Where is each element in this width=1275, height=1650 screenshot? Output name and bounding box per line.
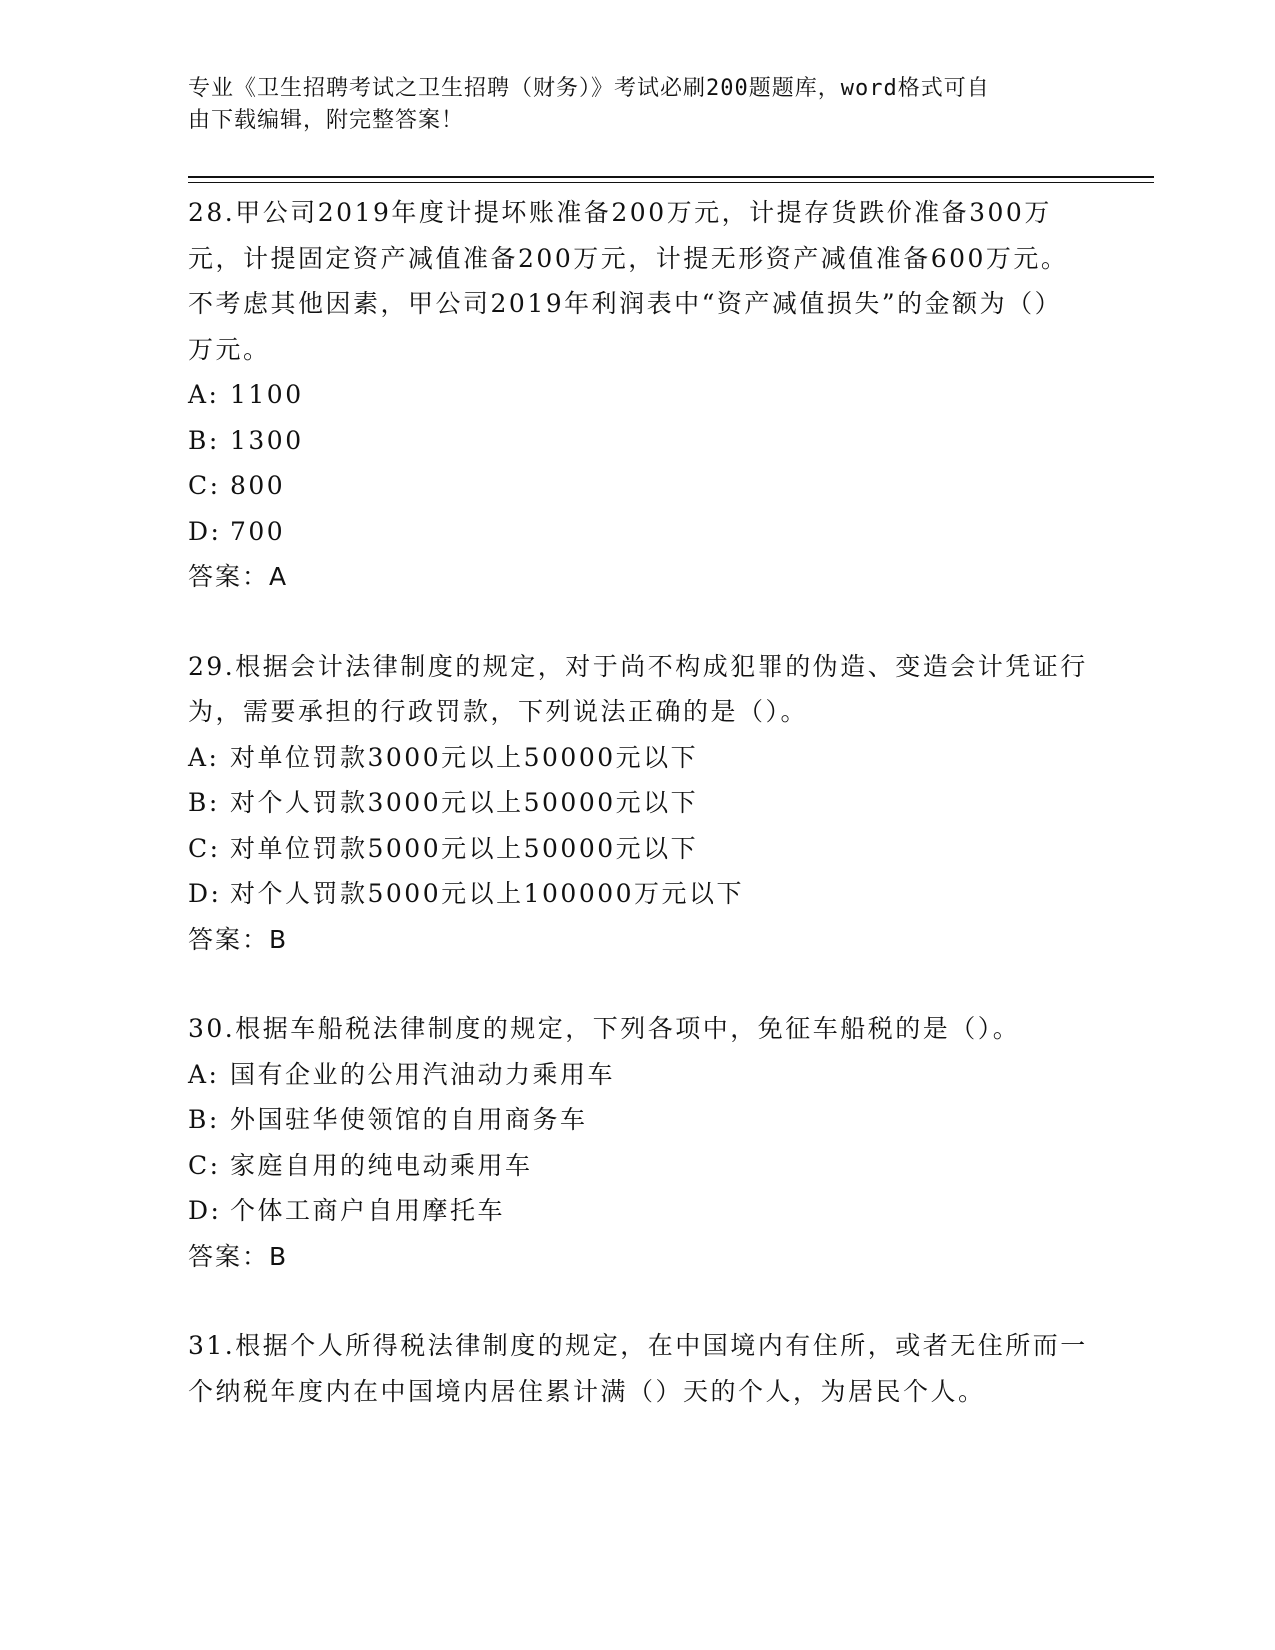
header-line-1: 专业《卫生招聘考试之卫生招聘（财务）》考试必刷200题题库，word格式可自	[188, 76, 990, 101]
option-text: 外国驻华使领馆的自用商务车	[230, 1105, 588, 1134]
option-a	[188, 372, 1088, 418]
option-key: B:	[188, 788, 220, 817]
header-divider-thin	[188, 182, 1154, 183]
option-text: 对个人罚款5000元以上100000万元以下	[230, 879, 745, 908]
option-text: 国有企业的公用汽油动力乘用车	[230, 1059, 616, 1089]
option-text: 家庭自用的纯电动乘用车	[230, 1150, 533, 1180]
option-text: 1100	[230, 380, 304, 409]
option-key: D:	[188, 1196, 222, 1225]
question-30	[188, 1006, 1088, 1279]
option-key: B:	[188, 1105, 220, 1134]
option-key: B:	[188, 425, 220, 455]
option-text: 个体工商户自用摩托车	[230, 1196, 506, 1225]
question-31	[188, 1323, 1088, 1414]
question-text: 30.根据车船税法律制度的规定，下列各项中，免征车船税的是（）。	[188, 1014, 1021, 1043]
question-29	[188, 644, 1088, 963]
question-spacer	[188, 962, 1088, 1006]
option-key: C:	[188, 1150, 221, 1180]
question-spacer	[188, 1279, 1088, 1323]
option-text: 700	[230, 516, 286, 546]
answer-label: 答案：B	[188, 924, 289, 954]
header-divider-thick	[188, 176, 1154, 178]
option-b	[188, 780, 1088, 826]
question-list	[188, 190, 1088, 1414]
option-key: A:	[188, 742, 220, 772]
option-c	[188, 463, 1088, 509]
option-d	[188, 871, 1088, 917]
answer-label: 答案：A	[188, 562, 289, 591]
option-d	[188, 1188, 1088, 1234]
option-text: 对个人罚款3000元以上50000元以下	[230, 788, 699, 817]
option-key: C:	[188, 471, 221, 500]
answer-label: 答案：B	[188, 1241, 289, 1271]
question-text: 29.根据会计法律制度的规定，对于尚不构成犯罪的伪造、变造会计凭证行为，需要承担的行政罚款，下列说法正确的是（）。	[188, 651, 1088, 726]
option-a	[188, 1052, 1088, 1098]
option-key: D:	[188, 516, 222, 546]
option-text: 800	[230, 471, 286, 500]
question-text: 31.根据个人所得税法律制度的规定，在中国境内有住所，或者无住所而一个纳税年度内在中国境内居住累计满（）天的个人，为居民个人。	[188, 1331, 1088, 1406]
option-text: 对单位罚款3000元以上50000元以下	[230, 742, 699, 772]
option-key: C:	[188, 833, 221, 863]
option-key: A:	[188, 380, 220, 409]
header-line-2: 由下载编辑，附完整答案！	[188, 108, 465, 133]
question-text: 28.甲公司2019年度计提坏账准备200万元，计提存货跌价准备300万元，计提固定资产减值准备200万元，计提无形资产减值准备600万元。不考虑其他因素，甲公司2019年利润表中“资产减值损失”的金额为（）万元。	[188, 198, 1069, 364]
option-b	[188, 1097, 1088, 1143]
option-text: 1300	[230, 425, 304, 455]
option-a	[188, 735, 1088, 781]
question-spacer	[188, 600, 1088, 644]
question-28	[188, 190, 1088, 600]
option-b	[188, 418, 1088, 464]
option-key: A:	[188, 1059, 220, 1089]
option-c	[188, 1143, 1088, 1189]
option-c	[188, 826, 1088, 872]
option-key: D:	[188, 879, 222, 908]
option-d	[188, 509, 1088, 555]
option-text: 对单位罚款5000元以上50000元以下	[230, 833, 699, 863]
document-header	[188, 73, 1088, 137]
